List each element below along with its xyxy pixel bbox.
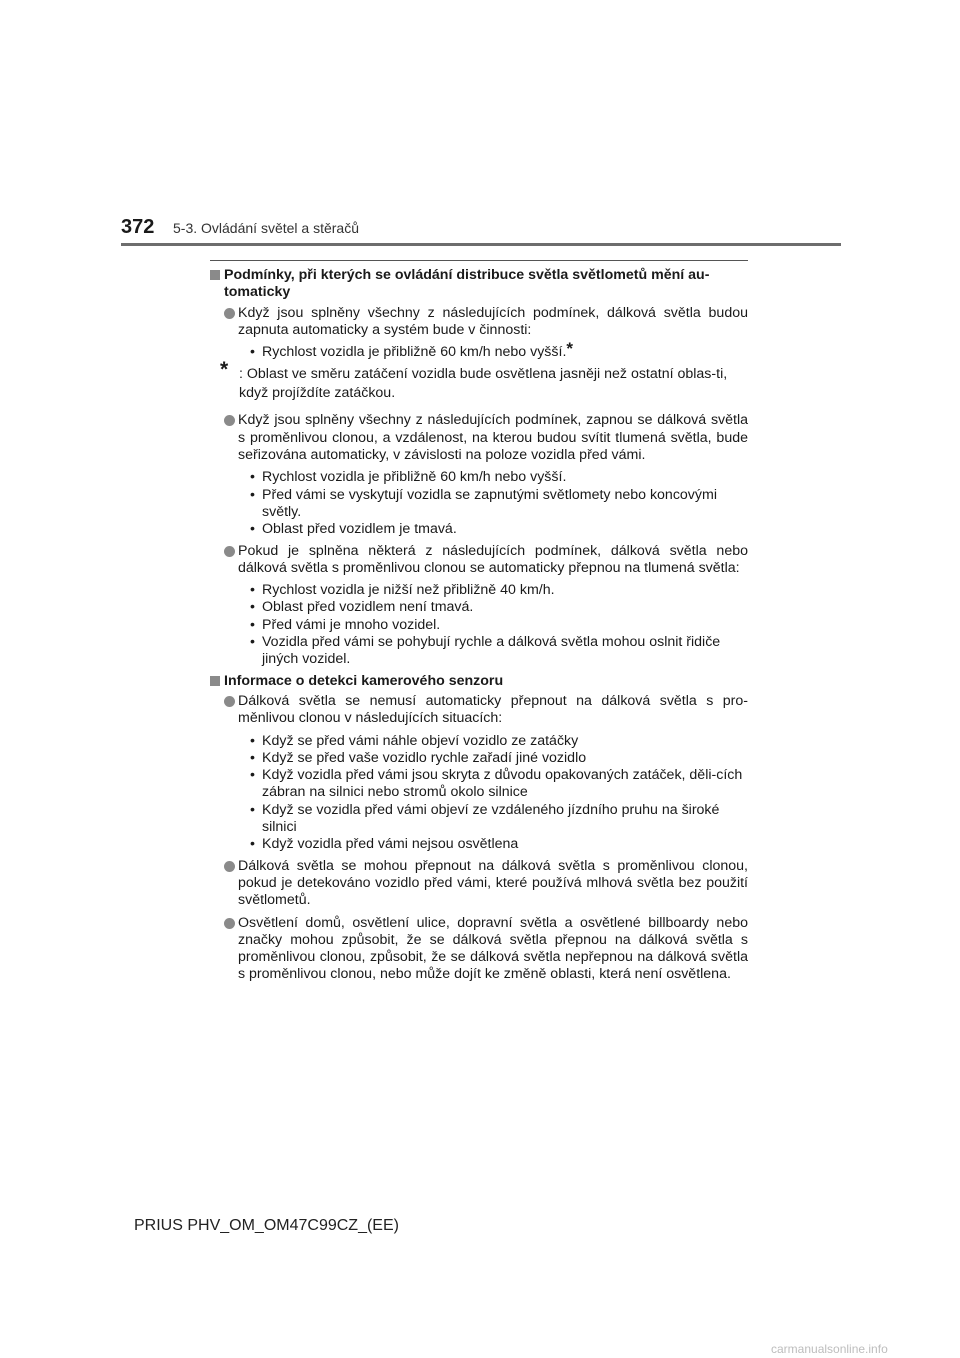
- watermark: carmanualsonline.info: [771, 1342, 888, 1356]
- bullet-list: [210, 339, 748, 361]
- footnote-marker: *: [566, 339, 574, 359]
- paragraph-text: Osvětlení domů, osvětlení ulice, dopravní světla a osvětlené billboardy nebo značky mohou způsobit, že se dálková světla přepnou na dálková světla s proměnlivou clonou, způsobit, že se dálková světla nepřepnou na dálková světla s proměnlivou clonou, nebo může dojít ke změně oblasti, která není osvětlena.: [238, 914, 748, 983]
- list-item: • Když se před vámi náhle objeví vozidlo ze zatáčky: [250, 733, 748, 750]
- paragraph-text: Dálková světla se mohou přepnout na dálková světla s proměnlivou clonou, pokud je detekováno vozidlo před vámi, které používá mlhová světla bez použití světlometů.: [238, 857, 748, 909]
- paragraph: [210, 693, 748, 728]
- bullet-list: [210, 582, 748, 668]
- paragraph: [210, 915, 748, 984]
- footnote: [210, 358, 748, 403]
- square-bullet-icon: [210, 270, 220, 280]
- list-item: • Oblast před vozidlem je tmavá.: [250, 521, 748, 538]
- header-divider: [121, 243, 841, 246]
- list-item: • Před vámi se vyskytují vozidla se zapnutými světlomety nebo koncovými světly.: [250, 487, 748, 522]
- bullet-list: [210, 733, 748, 854]
- document-code: PRIUS PHV_OM_OM47C99CZ_(EE): [134, 1217, 399, 1234]
- paragraph-text: Když jsou splněny všechny z následujících podmínek, zapnou se dálková světla s proměnlivou clonou, a vzdálenost, na kterou budou svítit tlumená světla, bude seřizována automaticky, v závislosti na poloze vozidla před vámi.: [238, 412, 748, 464]
- paragraph-text: Dálková světla se nemusí automaticky přepnout na dálková světla s pro-měnlivou clonou v následujících situacích:: [238, 692, 748, 727]
- list-item: • Když vozidla před vámi nejsou osvětlena: [250, 836, 748, 853]
- list-item: • Když vozidla před vámi jsou skryta z důvodu opakovaných zatáček, děli-cích zábran na silnici nebo stromů okolo silnice: [250, 767, 748, 802]
- list-item: • Vozidla před vámi se pohybují rychle a dálková světla mohou oslnit řidiče jiných vozidel.: [250, 634, 748, 669]
- section-heading: [210, 267, 748, 302]
- list-item: • Rychlost vozidla je přibližně 60 km/h nebo vyšší.: [250, 469, 748, 486]
- paragraph: [210, 858, 748, 910]
- list-item: • Když se před vaše vozidlo rychle zařadí jiné vozidlo: [250, 750, 748, 767]
- list-item: • Před vámi je mnoho vozidel.: [250, 617, 748, 634]
- paragraph-text: Když jsou splněny všechny z následujících podmínek, dálková světla budou zapnuta automaticky a systém bude v činnosti:: [238, 304, 748, 338]
- section-heading: [210, 673, 748, 690]
- page-content: [210, 267, 748, 989]
- footnote-text: : Oblast ve směru zatáčení vozidla bude osvětlena jasněji než ostatní oblas-ti, když projíždíte zatáčkou.: [239, 366, 728, 402]
- list-item: • Když se vozidla před vámi objeví ze vzdáleného jízdního pruhu na široké silnici: [250, 802, 748, 837]
- circle-bullet-icon: [224, 918, 235, 929]
- circle-bullet-icon: [224, 415, 235, 426]
- list-item: [250, 339, 748, 361]
- paragraph-text: Pokud je splněna některá z následujících podmínek, dálková světla nebo dálková světla s proměnlivou clonou se automaticky přepnou na tlumená světla:: [238, 542, 748, 576]
- asterisk-icon: *: [220, 358, 229, 382]
- list-item: • Rychlost vozidla je nižší než přibližně 40 km/h.: [250, 582, 748, 599]
- heading-text: Podmínky, při kterých se ovládání distribuce světla světlometů mění au-tomaticky: [224, 267, 710, 301]
- section-title: 5-3. Ovládání světel a stěračů: [173, 220, 359, 236]
- circle-bullet-icon: [224, 861, 235, 872]
- list-item-text: Rychlost vozidla je přibližně 60 km/h nebo vyšší.: [262, 344, 567, 361]
- bullet-list: [210, 469, 748, 538]
- circle-bullet-icon: [224, 546, 235, 557]
- heading-text: Informace o detekci kamerového senzoru: [224, 672, 504, 689]
- square-bullet-icon: [210, 676, 220, 686]
- list-item: • Oblast před vozidlem není tmavá.: [250, 599, 748, 616]
- paragraph: [210, 543, 748, 578]
- page-number: 372: [121, 216, 155, 238]
- paragraph: [210, 305, 748, 340]
- circle-bullet-icon: [224, 308, 235, 319]
- content-top-rule: [210, 260, 748, 261]
- circle-bullet-icon: [224, 696, 235, 707]
- paragraph: [210, 412, 748, 464]
